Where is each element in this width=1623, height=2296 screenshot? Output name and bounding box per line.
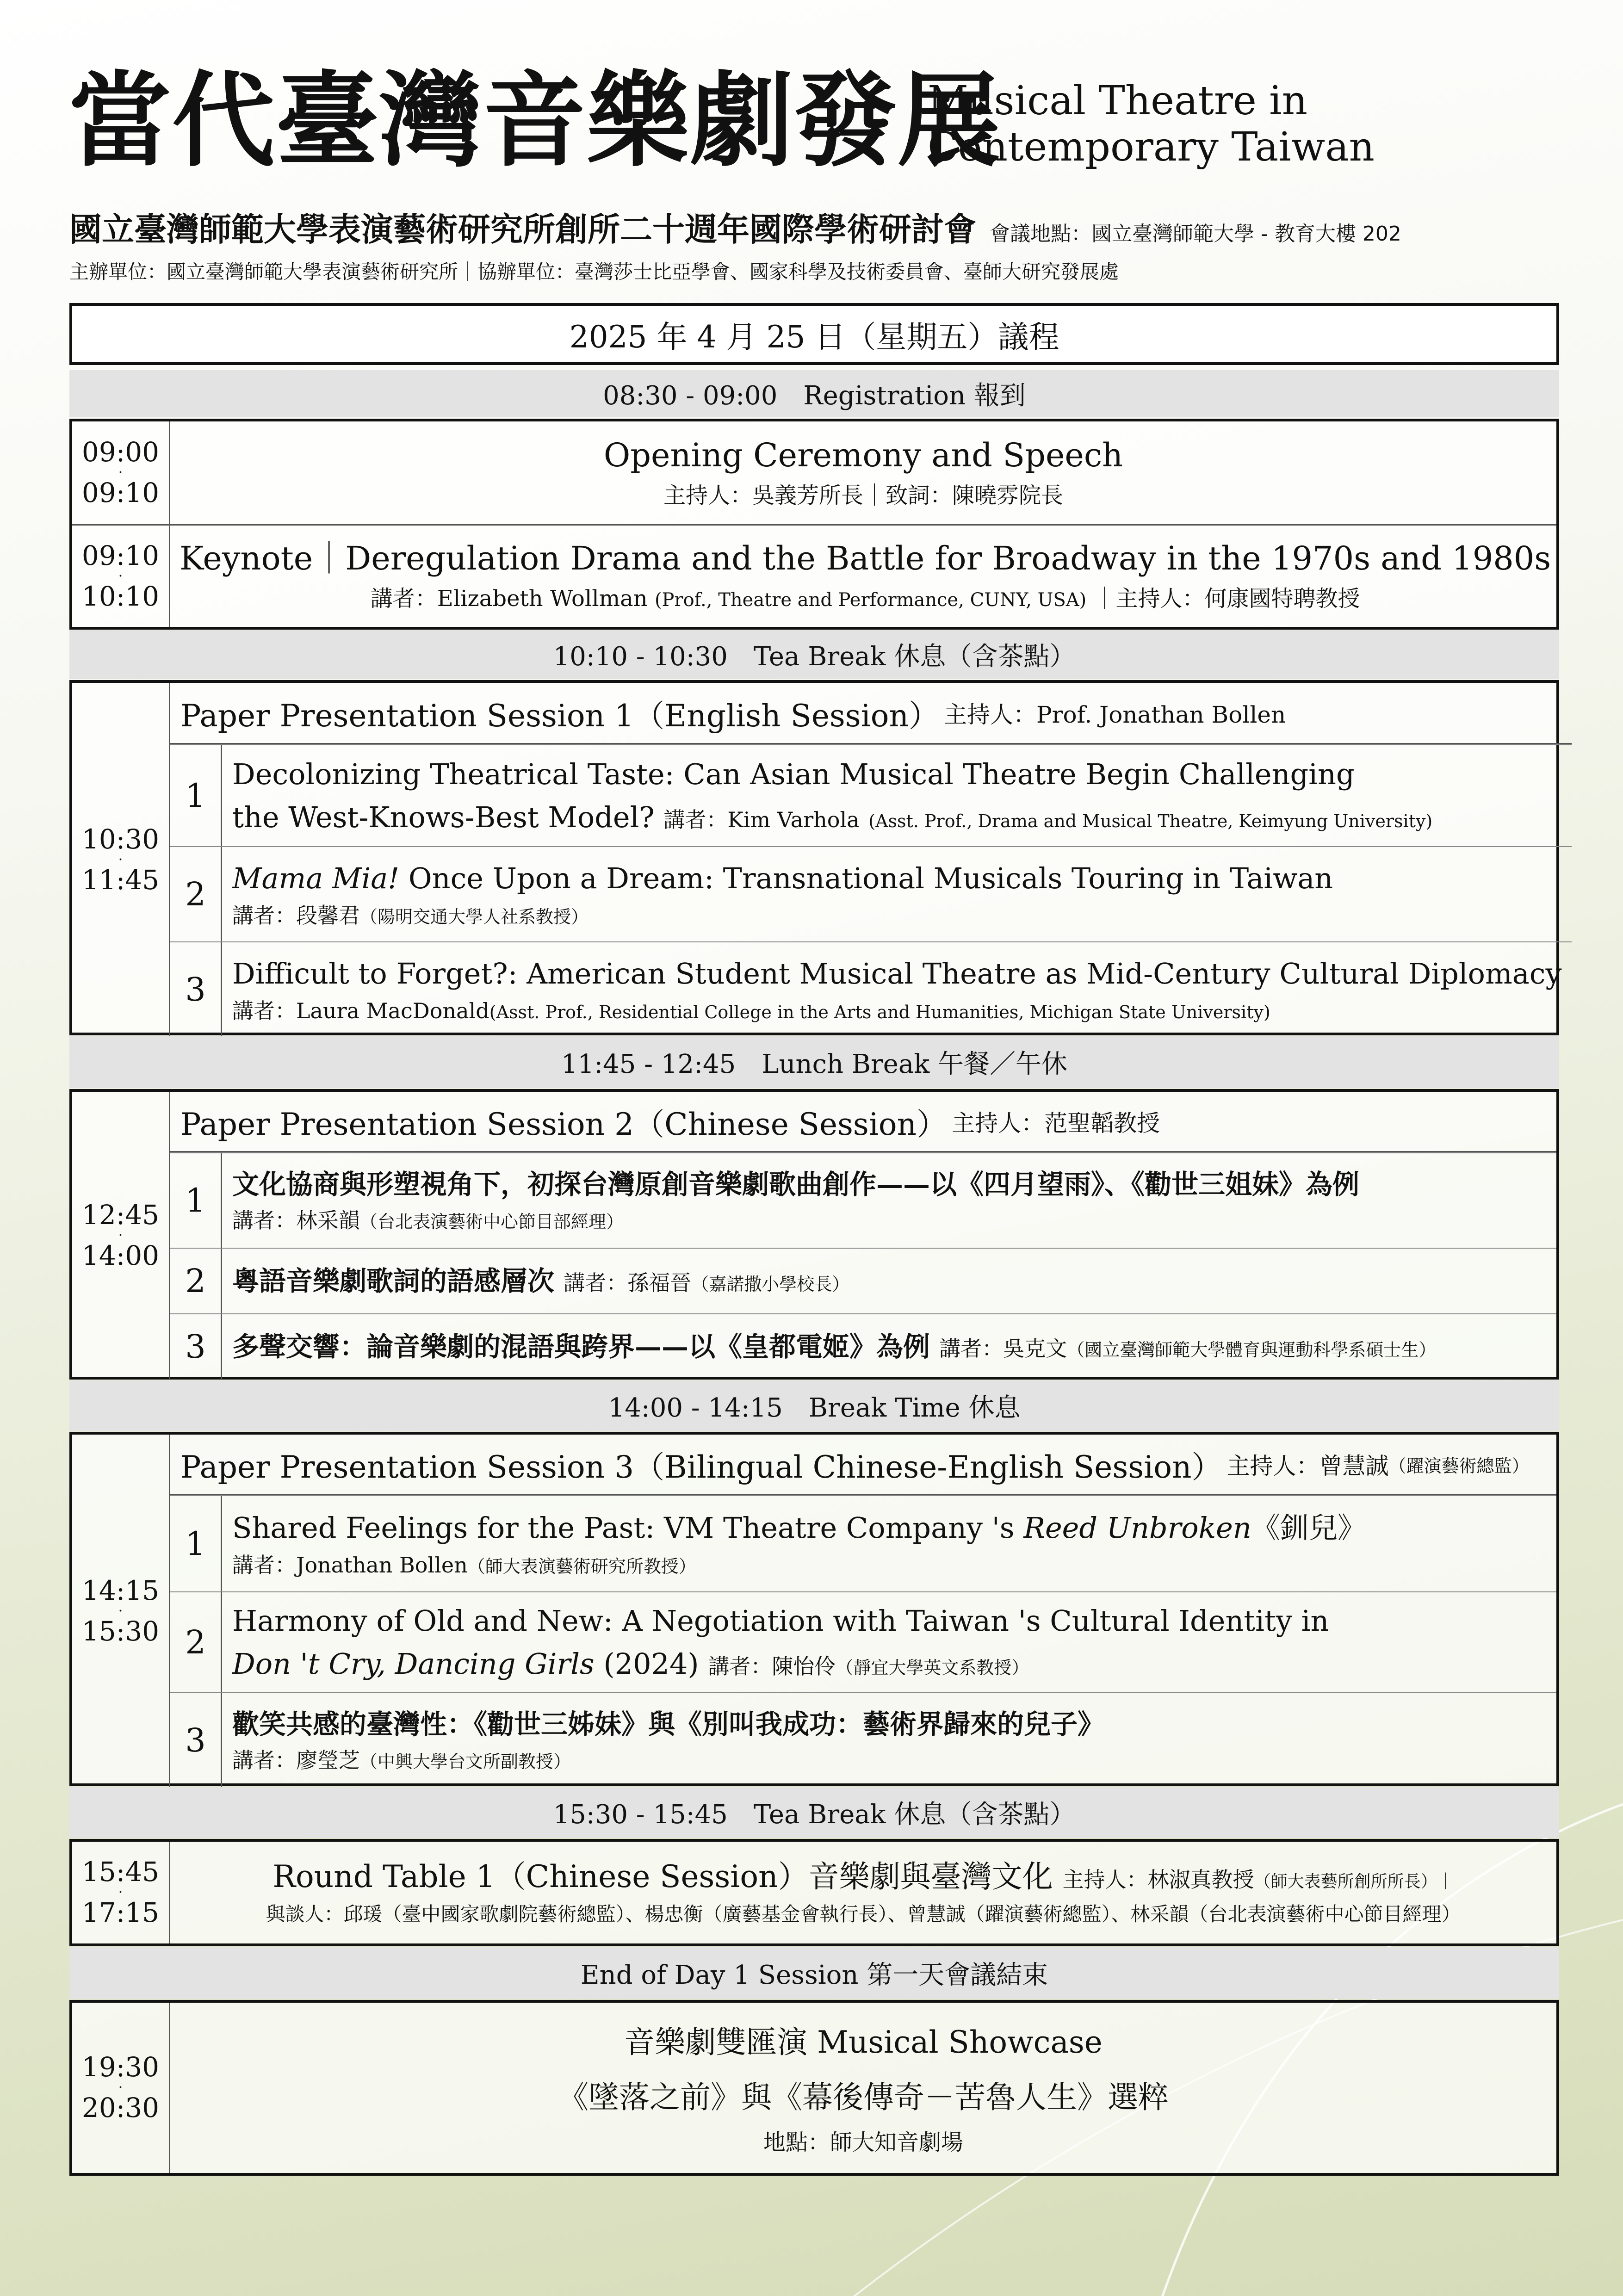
paper-speaker-aff: （靜宜大學英文系教授） bbox=[836, 1658, 1029, 1678]
paper-title: Shared Feelings for the Past: VM Theatre Company 's bbox=[232, 1511, 1024, 1545]
time-separator: · bbox=[118, 851, 123, 868]
session-2 bbox=[69, 1089, 1559, 1380]
showcase-content bbox=[170, 2003, 1556, 2173]
paper-speaker: 講者：陳怡伶 bbox=[708, 1654, 836, 1679]
roundtable-host-aff: （師大表藝所創所所長）｜ bbox=[1254, 1872, 1454, 1892]
session-2-paper-3 bbox=[170, 1313, 1556, 1379]
session-1-time bbox=[72, 683, 170, 1037]
paper-title-line-1: Decolonizing Theatrical Taste: Can Asian Musical Theatre Begin Challenging bbox=[232, 757, 1355, 791]
paper-title-line-2 bbox=[232, 796, 1561, 839]
break-tea-2: 15:30 - 15:45 Tea Break 休息（含茶點） bbox=[69, 1787, 1559, 1838]
break-lunch: 11:45 - 12:45 Lunch Break 午餐／午休 bbox=[69, 1036, 1559, 1088]
roundtable-content bbox=[170, 1842, 1556, 1943]
time-separator: · bbox=[118, 1603, 123, 1619]
roundtable-host: 主持人：林淑真教授 bbox=[1062, 1867, 1254, 1893]
break-time: 14:00 - 14:15 Break Time 休息 bbox=[69, 1380, 1559, 1431]
break-registration: 08:30 - 09:00 Registration 報到 bbox=[69, 370, 1559, 417]
paper-title-line-1: 文化協商與形塑視角下，初探台灣原創音樂劇歌曲創作——以《四月望雨》、《勸世三姐妹》為例 bbox=[232, 1169, 1360, 1200]
keynote-speaker-aff: (Prof., Theatre and Performance, CUNY, USA) bbox=[654, 589, 1087, 611]
keynote-content bbox=[170, 526, 1560, 627]
paper-title-line-1 bbox=[232, 857, 1561, 900]
session-2-host: 主持人：范聖韜教授 bbox=[952, 1110, 1160, 1137]
paper-text bbox=[222, 1496, 1556, 1591]
time-separator: · bbox=[118, 568, 123, 584]
time-end: 14:00 bbox=[81, 1239, 160, 1271]
paper-speaker: 講者：段馨君 bbox=[232, 903, 360, 928]
roundtable-time bbox=[72, 1842, 170, 1943]
paper-speaker: 講者：孫福晉 bbox=[564, 1270, 692, 1295]
time-end: 15:30 bbox=[81, 1615, 160, 1647]
paper-title-line-1: Harmony of Old and New: A Negotiation with Taiwan 's Cultural Identity in bbox=[232, 1604, 1329, 1638]
keynote-row bbox=[72, 524, 1556, 627]
paper-title-italic: Don 't Cry, Dancing Girls bbox=[232, 1647, 595, 1681]
paper-title-italic: Reed Unbroken bbox=[1023, 1511, 1251, 1545]
paper-text bbox=[222, 1314, 1556, 1379]
paper-title-line-1: Difficult to Forget?: American Student Musical Theatre as Mid-Century Cultural Diplomacy bbox=[232, 957, 1562, 990]
paper-title-rest: Once Upon a Dream: Transnational Musicals Touring in Taiwan bbox=[399, 861, 1333, 895]
showcase-location: 地點：師大知音劇場 bbox=[763, 2129, 963, 2156]
session-3-paper-1 bbox=[170, 1495, 1556, 1591]
date-header: 2025 年 4 月 25 日（星期五）議程 bbox=[69, 303, 1559, 365]
session-2-title: Paper Presentation Session 2（Chinese Session） bbox=[180, 1106, 948, 1142]
paper-text bbox=[222, 847, 1572, 941]
paper-number: 3 bbox=[170, 1314, 222, 1379]
session-3-body bbox=[170, 1435, 1556, 1788]
paper-speaker-aff: （師大表演藝術研究所教授） bbox=[467, 1556, 696, 1577]
paper-title-italic: Mama Mia! bbox=[232, 861, 400, 895]
session-2-body bbox=[170, 1092, 1556, 1379]
keynote-speaker-line bbox=[371, 581, 1360, 617]
paper-title-rest: the West-Knows-Best Model? bbox=[232, 800, 655, 834]
roundtable-panel: 與談人：邱瑗（臺中國家歌劇院藝術總監）、楊忠衡（廣藝基金會執行長）、曾慧誠（躍演藝術總監）、林采韻（台北表演藝術中心節目經理） bbox=[266, 1902, 1461, 1925]
time-end: 17:15 bbox=[81, 1897, 160, 1928]
title-english: Musical Theatre in Contemporary Taiwan bbox=[928, 78, 1375, 170]
session-2-paper-1 bbox=[170, 1152, 1556, 1248]
time-start: 09:10 bbox=[81, 539, 160, 571]
conference-venue: 會議地點：國立臺灣師範大學 - 教育大樓 202 bbox=[990, 222, 1401, 246]
conference-line bbox=[69, 204, 1401, 250]
paper-speaker-line bbox=[232, 1205, 1546, 1237]
paper-title: 多聲交響：論音樂劇的混語與跨界——以《皇都電姬》為例 bbox=[232, 1331, 930, 1362]
paper-speaker-line bbox=[232, 1745, 1546, 1776]
paper-speaker-aff: （國立臺灣師範大學體育與運動科學系碩士生） bbox=[1067, 1339, 1437, 1360]
time-separator: · bbox=[118, 1227, 123, 1244]
paper-title-rest: 《釧兒》 bbox=[1251, 1511, 1366, 1545]
session-1 bbox=[69, 680, 1562, 1035]
paper-speaker-aff: （中興大學台文所副教授） bbox=[360, 1751, 571, 1772]
session-2-paper-2 bbox=[170, 1248, 1556, 1313]
session-2-time bbox=[72, 1092, 170, 1379]
session-1-paper-2 bbox=[170, 846, 1572, 941]
time-end: 11:45 bbox=[81, 864, 160, 896]
paper-speaker-aff: （台北表演藝術中心節目部經理） bbox=[360, 1212, 624, 1232]
paper-speaker-aff: (Asst. Prof., Drama and Musical Theatre, Keimyung University) bbox=[868, 811, 1433, 831]
paper-speaker-line bbox=[232, 995, 1561, 1027]
paper-speaker-aff: （陽明交通大學人社系教授） bbox=[360, 907, 589, 927]
paper-number: 2 bbox=[170, 1249, 222, 1313]
keynote-speaker: 講者：Elizabeth Wollman bbox=[370, 586, 648, 612]
break-tea-1: 10:10 - 10:30 Tea Break 休息（含茶點） bbox=[69, 630, 1559, 679]
showcase-title: 音樂劇雙匯演 Musical Showcase bbox=[624, 2024, 1103, 2060]
showcase-works: 《墜落之前》與《幕後傳奇－苦魯人生》選粹 bbox=[558, 2079, 1169, 2115]
paper-speaker-line bbox=[232, 1549, 1546, 1581]
paper-text bbox=[222, 1693, 1556, 1788]
roundtable-title-line bbox=[273, 1856, 1454, 1898]
paper-speaker: 講者：吳克文 bbox=[939, 1336, 1067, 1361]
paper-text bbox=[222, 942, 1572, 1037]
paper-title-line-1 bbox=[232, 1506, 1546, 1549]
time-start: 12:45 bbox=[81, 1199, 160, 1231]
opening-title: Opening Ceremony and Speech bbox=[603, 436, 1123, 474]
paper-title-line-2 bbox=[232, 1642, 1546, 1685]
paper-text bbox=[222, 1249, 1556, 1313]
time-start: 09:00 bbox=[81, 436, 160, 468]
opening-hosts: 主持人：吳義芳所長｜致詞：陳曉雰院長 bbox=[663, 482, 1063, 508]
paper-speaker: 講者：Kim Varhola bbox=[663, 807, 860, 832]
time-start: 15:45 bbox=[81, 1856, 160, 1888]
paper-text bbox=[222, 745, 1572, 846]
paper-title: 粵語音樂劇歌詞的語感層次 bbox=[232, 1265, 555, 1297]
opening-time bbox=[72, 421, 170, 524]
paper-number: 3 bbox=[170, 942, 222, 1037]
showcase-time bbox=[72, 2003, 170, 2173]
paper-speaker: 講者：Laura MacDonald bbox=[232, 998, 489, 1023]
paper-number: 1 bbox=[170, 1153, 222, 1248]
opening-content bbox=[170, 421, 1556, 524]
paper-title-line-1: 歡笑共感的臺灣性：《勸世三姊妹》與《別叫我成功：藝術界歸來的兒子》 bbox=[232, 1708, 1105, 1740]
paper-speaker: 講者：林采韻 bbox=[232, 1208, 360, 1233]
paper-speaker: 講者：Jonathan Bollen bbox=[232, 1553, 468, 1578]
session-1-host: 主持人：Prof. Jonathan Bollen bbox=[944, 701, 1286, 728]
paper-speaker-line bbox=[232, 900, 1561, 932]
paper-number: 3 bbox=[170, 1693, 222, 1788]
session-1-paper-3 bbox=[170, 941, 1572, 1037]
paper-speaker: 講者：廖瑩芝 bbox=[232, 1748, 360, 1773]
organizers: 主辦單位：國立臺灣師範大學表演藝術研究所｜協辦單位：臺灣莎士比亞學會、國家科學及技術委員會、臺師大研究發展處 bbox=[69, 260, 1119, 283]
session-1-header bbox=[170, 683, 1572, 744]
session-3-host: 主持人：曾慧誠 bbox=[1227, 1453, 1389, 1479]
paper-title-line-1 bbox=[232, 1327, 1546, 1367]
opening-row bbox=[72, 421, 1556, 524]
session-1-paper-1 bbox=[170, 744, 1572, 846]
paper-number: 2 bbox=[170, 1592, 222, 1692]
time-end: 10:10 bbox=[81, 580, 160, 612]
keynote-time bbox=[72, 526, 170, 627]
time-start: 14:15 bbox=[81, 1574, 160, 1606]
session-3-paper-3 bbox=[170, 1692, 1556, 1788]
time-separator: · bbox=[118, 464, 123, 481]
time-start: 19:30 bbox=[81, 2051, 160, 2083]
keynote-host: ｜主持人：何康國特聘教授 bbox=[1093, 586, 1360, 612]
keynote-title: Keynote｜Deregulation Drama and the Battle for Broadway in the 1970s and 1980s bbox=[180, 539, 1551, 578]
time-separator: · bbox=[118, 2079, 123, 2096]
session-3-host-aff: （躍演藝術總監） bbox=[1388, 1455, 1530, 1476]
session-1-body bbox=[170, 683, 1572, 1037]
paper-text bbox=[222, 1153, 1556, 1248]
paper-number: 1 bbox=[170, 1496, 222, 1591]
session-3-header bbox=[170, 1435, 1556, 1495]
session-3 bbox=[69, 1432, 1559, 1786]
paper-text bbox=[222, 1592, 1556, 1692]
time-separator: · bbox=[118, 1884, 123, 1900]
paper-speaker-aff: (Asst. Prof., Residential College in the Arts and Humanities, Michigan State University) bbox=[489, 1002, 1270, 1022]
session-3-time bbox=[72, 1435, 170, 1788]
paper-title-line-1 bbox=[232, 1261, 1546, 1301]
session-1-title: Paper Presentation Session 1（English Session） bbox=[180, 698, 940, 734]
break-end-day: End of Day 1 Session 第一天會議結束 bbox=[69, 1947, 1559, 1999]
opening-keynote-block bbox=[69, 419, 1559, 630]
roundtable-block bbox=[69, 1839, 1559, 1946]
paper-number: 2 bbox=[170, 847, 222, 941]
session-3-paper-2 bbox=[170, 1591, 1556, 1692]
conference-title: 國立臺灣師範大學表演藝術研究所創所二十週年國際學術研討會 bbox=[69, 210, 976, 248]
session-2-header bbox=[170, 1092, 1556, 1152]
paper-title-rest: (2024) bbox=[594, 1647, 699, 1681]
paper-speaker-aff: （嘉諾撒小學校長） bbox=[691, 1274, 850, 1294]
showcase-block bbox=[69, 2000, 1559, 2176]
paper-number: 1 bbox=[170, 745, 222, 846]
time-end: 09:10 bbox=[81, 477, 160, 508]
time-start: 10:30 bbox=[81, 823, 160, 855]
title-chinese: 當代臺灣音樂劇發展 bbox=[68, 61, 1001, 181]
session-3-title: Paper Presentation Session 3（Bilingual Chinese-English Session） bbox=[180, 1449, 1222, 1485]
roundtable-title: Round Table 1（Chinese Session）音樂劇與臺灣文化 bbox=[273, 1859, 1053, 1895]
time-end: 20:30 bbox=[81, 2092, 160, 2123]
